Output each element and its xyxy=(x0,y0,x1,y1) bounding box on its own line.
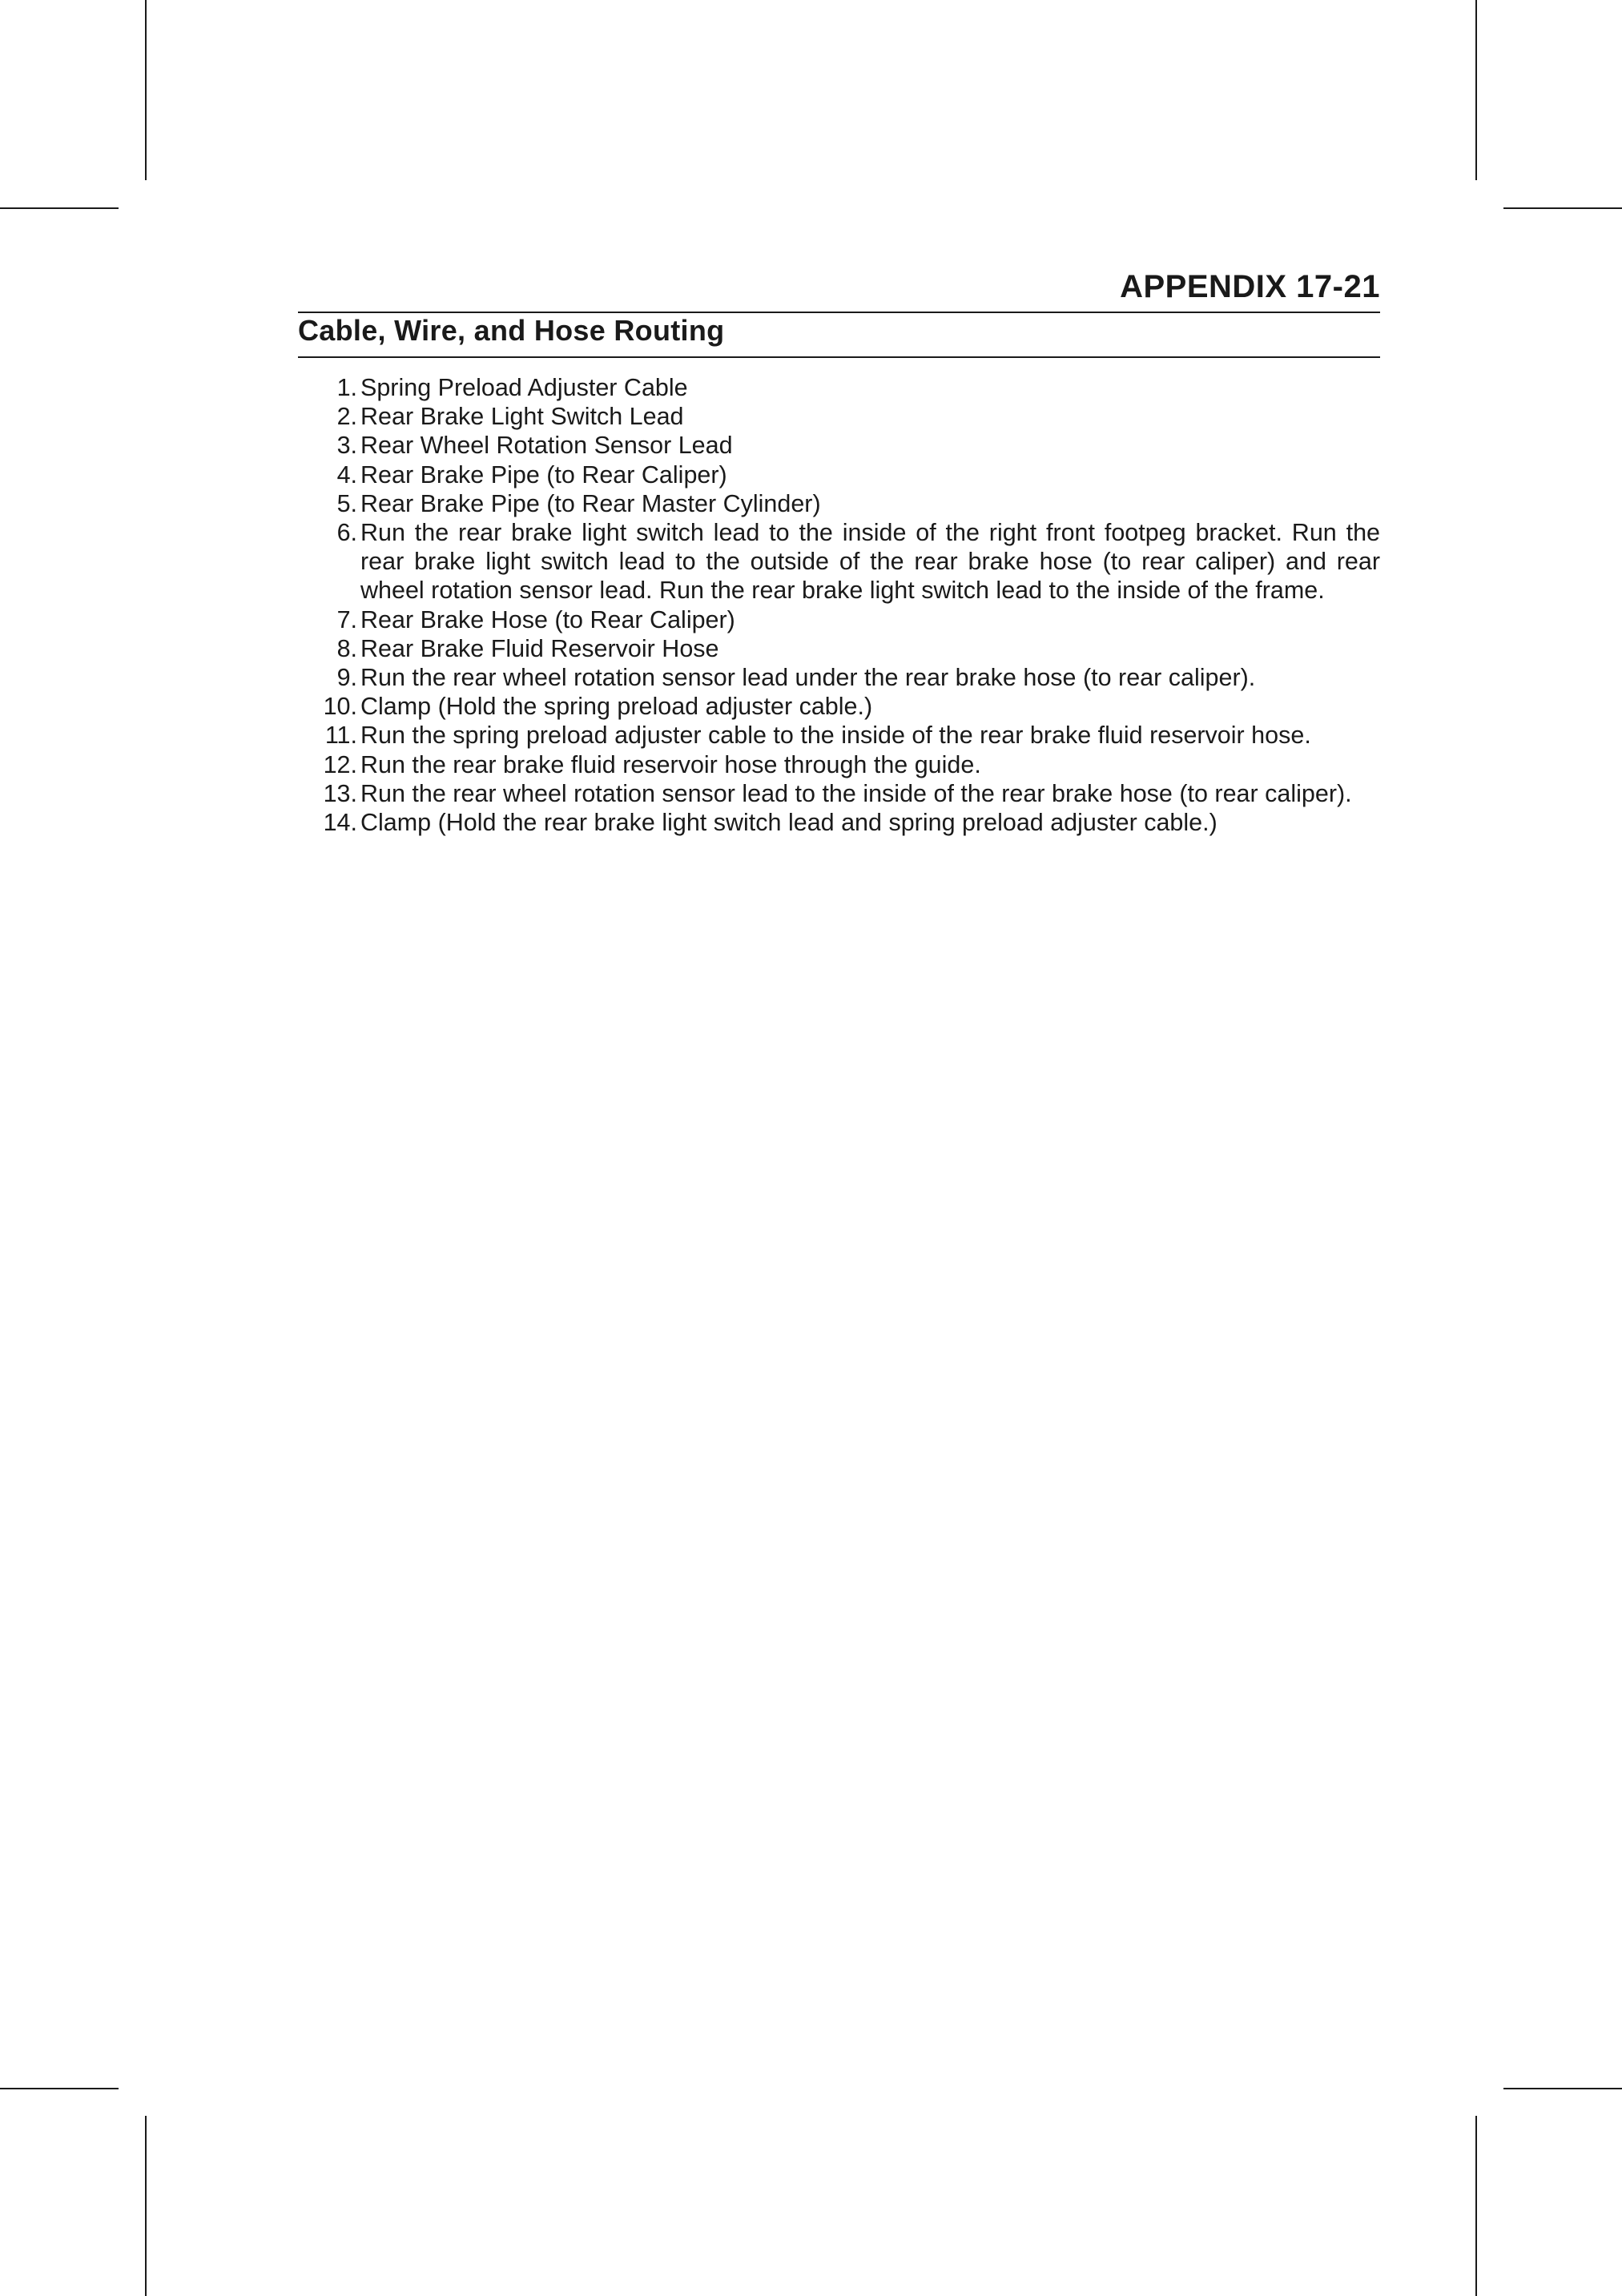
legend-item xyxy=(298,402,1380,431)
legend-item xyxy=(298,750,1380,779)
legend-item xyxy=(298,373,1380,402)
crop-mark-top-left-vertical xyxy=(145,0,147,180)
callout-legend xyxy=(298,373,1380,837)
legend-text: Run the rear brake light switch lead to the inside of the right front footpeg bracket. Run the rear brake light switch lead to the outside of the rear brake hose (to rear caliper) and rear wheel rotation sensor lead. Run the rear brake light switch lead to the inside of the frame. xyxy=(360,519,1380,605)
legend-number: 13. xyxy=(323,779,357,807)
crop-mark-top-right-vertical xyxy=(1475,0,1477,180)
legend-item xyxy=(298,692,1380,721)
crop-mark-bottom-left-vertical xyxy=(145,2116,147,2296)
section-title: Cable, Wire, and Hose Routing xyxy=(298,314,725,347)
legend-text: Rear Brake Pipe (to Rear Caliper) xyxy=(360,460,727,489)
legend-number: 1. xyxy=(336,374,357,401)
legend-text: Rear Wheel Rotation Sensor Lead xyxy=(360,432,733,460)
legend-number: 4. xyxy=(336,460,357,489)
legend-number: 8. xyxy=(336,634,357,662)
legend-text: Rear Brake Light Switch Lead xyxy=(360,403,684,431)
legend-number: 3. xyxy=(336,432,357,460)
legend-item xyxy=(298,721,1380,750)
page-header-label: APPENDIX 17-21 xyxy=(1120,269,1380,304)
legend-number: 2. xyxy=(336,403,357,431)
legend-text: Run the rear wheel rotation sensor lead under the rear brake hose (to rear caliper). xyxy=(360,664,1256,692)
legend-number: 9. xyxy=(336,664,357,692)
legend-text: Spring Preload Adjuster Cable xyxy=(360,374,688,401)
legend-text: Run the rear wheel rotation sensor lead to the inside of the rear brake hose (to rear caliper). xyxy=(360,779,1352,807)
legend-item xyxy=(298,431,1380,460)
legend-number: 7. xyxy=(336,605,357,633)
legend-item xyxy=(298,808,1380,837)
legend-item xyxy=(298,605,1380,634)
legend-text: Clamp (Hold the spring preload adjuster cable.) xyxy=(360,693,873,721)
legend-item xyxy=(298,663,1380,692)
legend-number: 12. xyxy=(323,750,357,778)
crop-mark-bottom-right-horizontal xyxy=(1503,2088,1622,2089)
legend-item xyxy=(298,518,1380,605)
legend-text: Rear Brake Fluid Reservoir Hose xyxy=(360,634,719,662)
legend-number: 5. xyxy=(336,489,357,517)
legend-number: 11. xyxy=(324,722,357,750)
legend-item xyxy=(298,634,1380,663)
legend-number: 14. xyxy=(323,809,357,837)
crop-mark-top-left-horizontal xyxy=(0,207,119,209)
legend-item xyxy=(298,460,1380,489)
legend-item xyxy=(298,489,1380,518)
legend-text: Rear Brake Pipe (to Rear Master Cylinder) xyxy=(360,489,821,517)
legend-text: Run the spring preload adjuster cable to the inside of the rear brake fluid reservoir hose. xyxy=(360,722,1311,750)
legend-text: Clamp (Hold the rear brake light switch lead and spring preload adjuster cable.) xyxy=(360,809,1218,837)
crop-mark-top-right-horizontal xyxy=(1503,207,1622,209)
crop-mark-bottom-left-horizontal xyxy=(0,2088,119,2089)
legend-number: 6. xyxy=(336,519,357,547)
legend-item xyxy=(298,779,1380,808)
legend-number: 10. xyxy=(323,693,357,721)
legend-text: Run the rear brake fluid reservoir hose through the guide. xyxy=(360,750,981,778)
crop-mark-bottom-right-vertical xyxy=(1475,2116,1477,2296)
legend-text: Rear Brake Hose (to Rear Caliper) xyxy=(360,605,735,633)
section-rule xyxy=(298,356,1380,358)
